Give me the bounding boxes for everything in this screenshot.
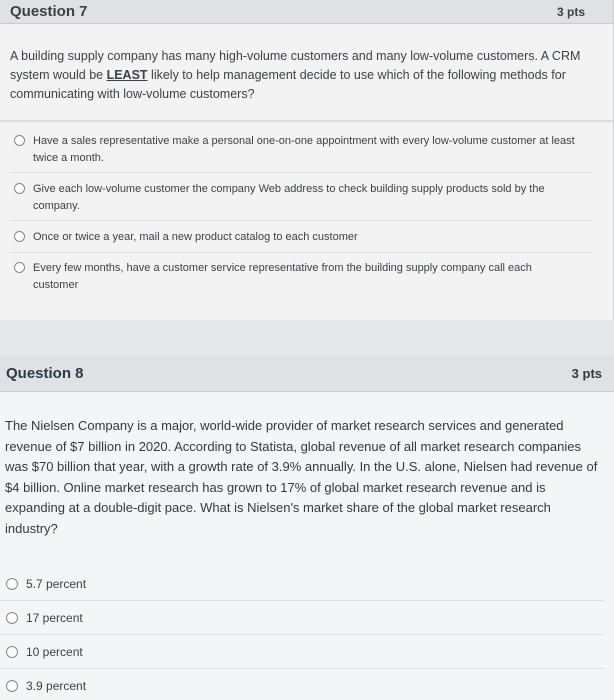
radio-button[interactable] [6,578,18,590]
question-7-divider [0,120,613,122]
radio-button[interactable] [6,680,18,692]
answer-divider [10,172,593,173]
question-7-prompt [10,47,585,104]
answer-label: 3.9 percent [26,679,87,693]
answer-divider [0,668,604,669]
radio-button[interactable] [14,135,25,146]
question-7-points: 3 pts [556,4,585,19]
answer-label: 17 percent [26,611,83,625]
answer-label: Once or twice a year, mail a new product catalog to each customer [33,231,358,243]
question-7-answer-c[interactable] [14,229,578,246]
radio-button[interactable] [14,183,25,194]
question-7-prompt-part1: A building supply company has many high-volume customers and many low-volume customers. A CRM system would be [10,49,581,82]
answer-divider [10,252,593,253]
radio-button[interactable] [6,646,18,658]
answer-label: Every few months, have a customer service representative from the building supply company call each customer [33,262,532,291]
question-7-answer-b[interactable] [14,181,578,215]
question-8-answer-d[interactable] [6,678,86,695]
radio-button[interactable] [14,262,25,273]
question-7-prompt-emphasis: LEAST [106,68,148,82]
question-7-answer-d[interactable] [14,260,578,294]
question-8-points: 3 pts [571,366,602,381]
answer-label: Give each low-volume customer the company Web address to check building supply products sold by the company. [33,183,545,212]
question-8-header [0,356,614,392]
answer-label: 5.7 percent [26,577,87,591]
answer-label: Have a sales representative make a personal one-on-one appointment with every low-volume customer at least twice a month. [33,135,575,164]
question-8-answer-c[interactable] [6,644,83,661]
radio-button[interactable] [14,231,25,242]
question-7-prompt-part2: likely to help management decide to use which of the following methods for communicating with low-volume customers? [10,68,566,101]
answer-divider [0,634,604,635]
answer-label: 10 percent [26,645,83,659]
question-8-answer-b[interactable] [6,610,83,627]
answer-divider [0,600,604,601]
answer-divider [10,220,593,221]
question-8-answer-a[interactable] [6,576,86,593]
question-8-prompt: The Nielsen Company is a major, world-wide provider of market research services and generated revenue of $7 billion in 2020. According to Statista, global revenue of all market research companies was $70 billion that year, with a growth rate of 3.9% annually. In the U.S. alone, Nielsen had revenue of $4 billion. Online market research has grown to 17% of global market research revenue and is expanding at a double-digit pace. What is Nielsen's market share of the global market research industry? [5,418,598,536]
question-7-title: Question 7 [10,3,88,20]
question-7-card [0,0,614,320]
question-7-answer-a[interactable] [14,133,578,167]
question-7-header [0,0,613,24]
question-gap [0,320,614,356]
radio-button[interactable] [6,612,18,624]
question-8-card [0,356,614,700]
question-8-title: Question 8 [6,365,84,382]
